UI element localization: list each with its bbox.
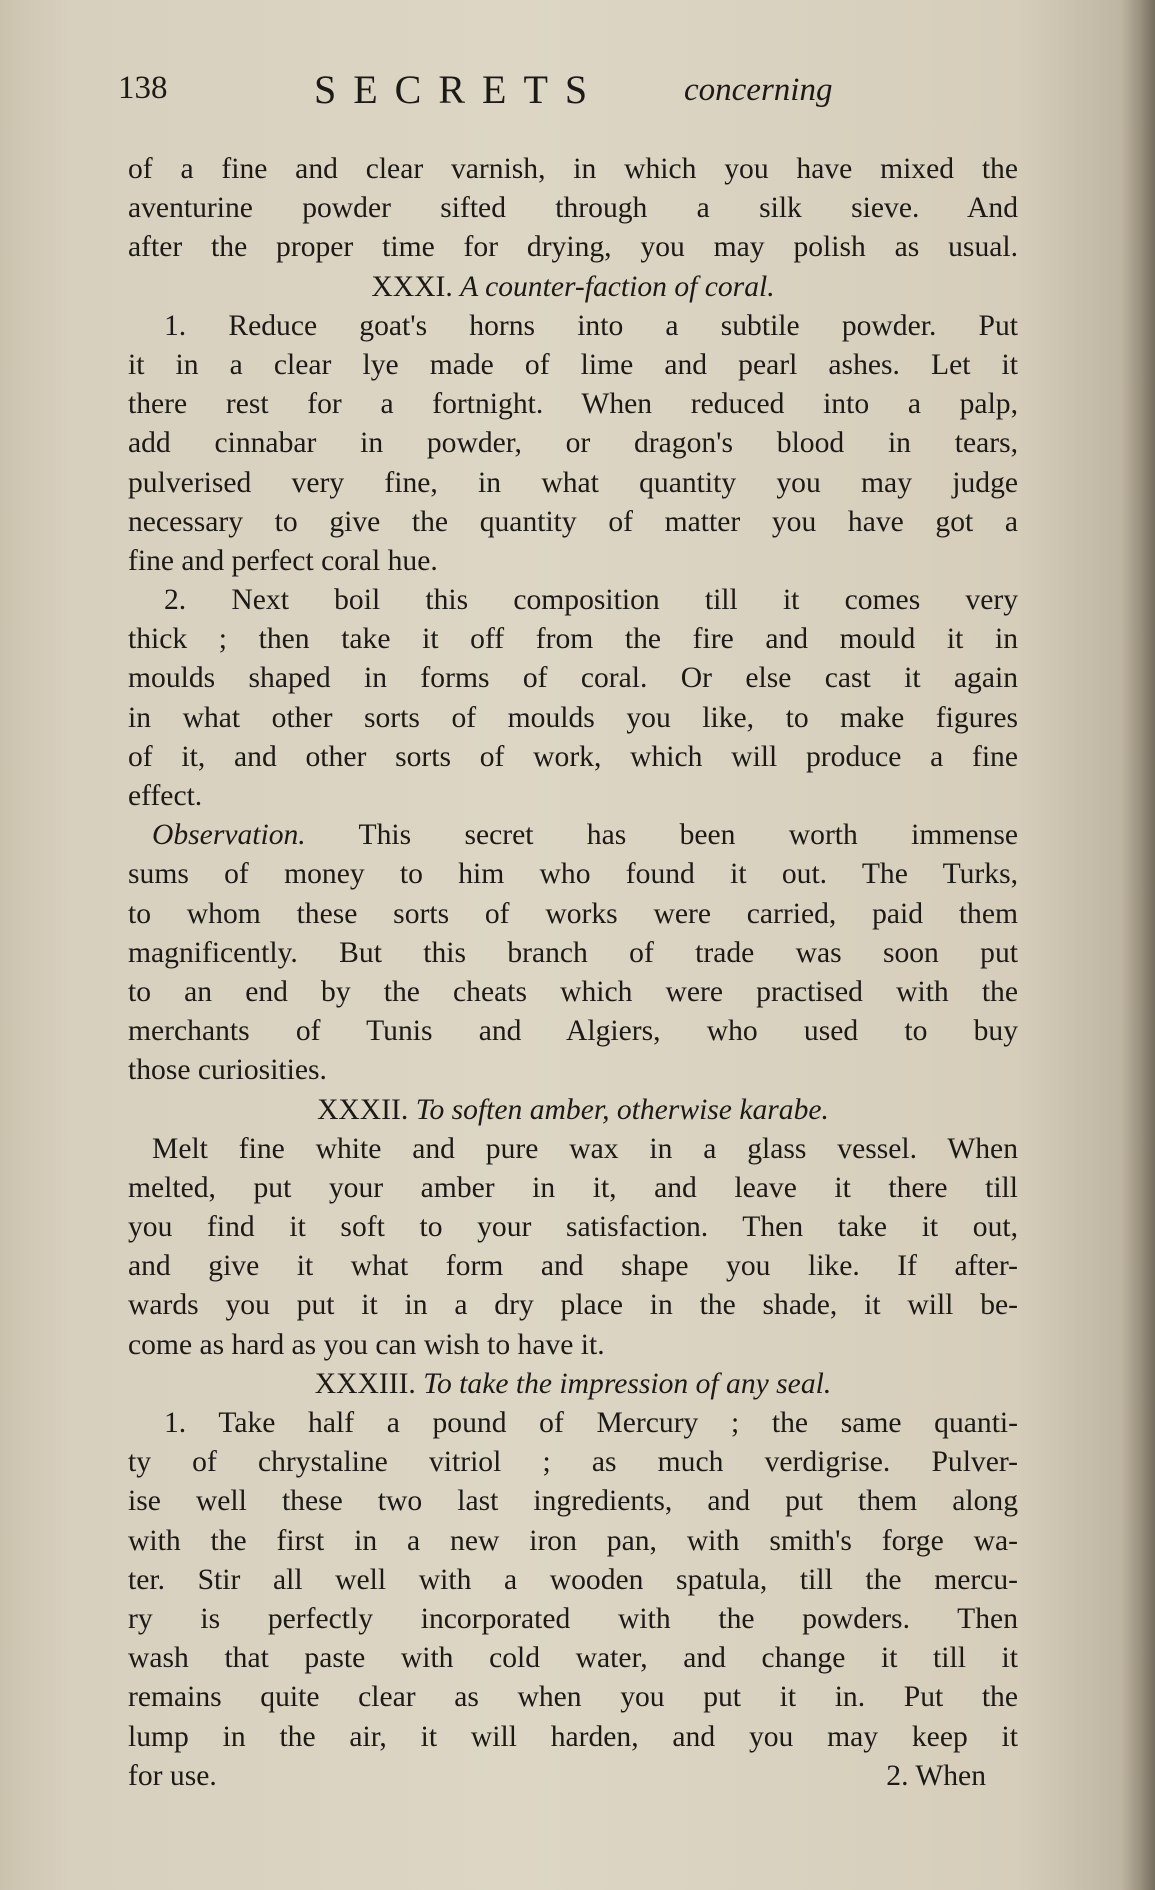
catchword: 2. When bbox=[886, 1759, 986, 1792]
text-line: it in a clear lye made of lime and pearl ashes. Let it bbox=[128, 348, 1018, 381]
text-line: and give it what form and shape you like. If after- bbox=[128, 1250, 1018, 1283]
text-line: merchants of Tunis and Algiers, who used to buy bbox=[128, 1015, 1018, 1048]
text-line: thick ; then take it off from the fire and mould it in bbox=[128, 623, 1018, 656]
gutter-shadow bbox=[1121, 0, 1155, 1890]
text-line: for use. bbox=[128, 1759, 217, 1792]
text-line: to whom these sorts of works were carried, paid them bbox=[128, 897, 1018, 930]
section-numeral: XXXI. bbox=[371, 270, 453, 303]
text-line: melted, put your amber in it, and leave it there till bbox=[128, 1171, 1018, 1204]
section-numeral: XXXIII. bbox=[314, 1367, 416, 1400]
section-title: A counter-faction of coral. bbox=[460, 270, 775, 303]
text-line: wards you put it in a dry place in the shade, it will be- bbox=[128, 1289, 1018, 1322]
text-line: ter. Stir all well with a wooden spatula, till the mercu- bbox=[128, 1563, 1018, 1596]
section-heading-31 bbox=[128, 268, 1018, 307]
text-line: after the proper time for drying, you may polish as usual. bbox=[128, 231, 1018, 264]
text-line: come as hard as you can wish to have it. bbox=[128, 1328, 605, 1361]
observation-label: Observation. bbox=[152, 819, 306, 852]
text-line: magnificently. But this branch of trade was soon put bbox=[128, 936, 1018, 969]
text-line: of it, and other sorts of work, which will produce a fine bbox=[128, 740, 1018, 773]
text-line: to an end by the cheats which were practised with the bbox=[128, 975, 1018, 1008]
section-title: To take the impression of any seal. bbox=[423, 1367, 832, 1400]
text-line: 1. Reduce goat's horns into a subtile powder. Put bbox=[164, 309, 1018, 342]
running-head-italic: concerning bbox=[684, 72, 833, 108]
text-line: those curiosities. bbox=[128, 1054, 327, 1087]
text-line: aventurine powder sifted through a silk sieve. And bbox=[128, 192, 1018, 225]
page-text bbox=[128, 150, 1018, 1796]
text-line: ise well these two last ingredients, and put them along bbox=[128, 1485, 1018, 1518]
text-line: lump in the air, it will harden, and you may keep it bbox=[128, 1720, 1018, 1753]
text-line: add cinnabar in powder, or dragon's blood in tears, bbox=[128, 427, 1018, 460]
section-heading-33 bbox=[128, 1365, 1018, 1404]
page-header bbox=[118, 66, 918, 116]
text-line: effect. bbox=[128, 780, 203, 812]
observation-text: This secret has been worth immense bbox=[305, 819, 1018, 852]
text-line: 1. Take half a pound of Mercury ; the same quanti- bbox=[164, 1407, 1018, 1439]
text-line: with the first in a new iron pan, with smith's forge wa- bbox=[128, 1524, 1018, 1557]
text-line: you find it soft to your satisfaction. Then take it out, bbox=[128, 1211, 1018, 1244]
text-line: necessary to give the quantity of matter you have got a bbox=[128, 505, 1018, 538]
text-line: of a fine and clear varnish, in which you have mixed the bbox=[128, 153, 1018, 185]
text-line: in what other sorts of moulds you like, to make figures bbox=[128, 701, 1018, 734]
text-line: Melt fine white and pure wax in a glass vessel. When bbox=[152, 1132, 1018, 1165]
text-line: sums of money to him who found it out. The Turks, bbox=[128, 858, 1018, 891]
text-line: ry is perfectly incorporated with the powders. Then bbox=[128, 1602, 1018, 1635]
text-line: fine and perfect coral hue. bbox=[128, 544, 438, 577]
page-number: 138 bbox=[118, 70, 168, 106]
text-line: 2. Next boil this composition till it comes very bbox=[164, 584, 1018, 617]
text-line: ty of chrystaline vitriol ; as much verdigrise. Pulver- bbox=[128, 1446, 1018, 1479]
section-heading-32 bbox=[128, 1091, 1018, 1130]
observation-first-line bbox=[128, 816, 1018, 855]
section-title: To soften amber, otherwise karabe. bbox=[415, 1093, 829, 1126]
text-line: remains quite clear as when you put it in. Put the bbox=[128, 1681, 1018, 1714]
running-head: SECRETS bbox=[314, 67, 605, 112]
text-line: wash that paste with cold water, and change it till it bbox=[128, 1642, 1018, 1675]
last-line-row bbox=[128, 1757, 1018, 1796]
section-numeral: XXXII. bbox=[317, 1093, 409, 1126]
text-line: pulverised very fine, in what quantity you may judge bbox=[128, 466, 1018, 499]
text-line: moulds shaped in forms of coral. Or else cast it again bbox=[128, 662, 1018, 695]
text-line: there rest for a fortnight. When reduced into a palp, bbox=[128, 388, 1018, 421]
